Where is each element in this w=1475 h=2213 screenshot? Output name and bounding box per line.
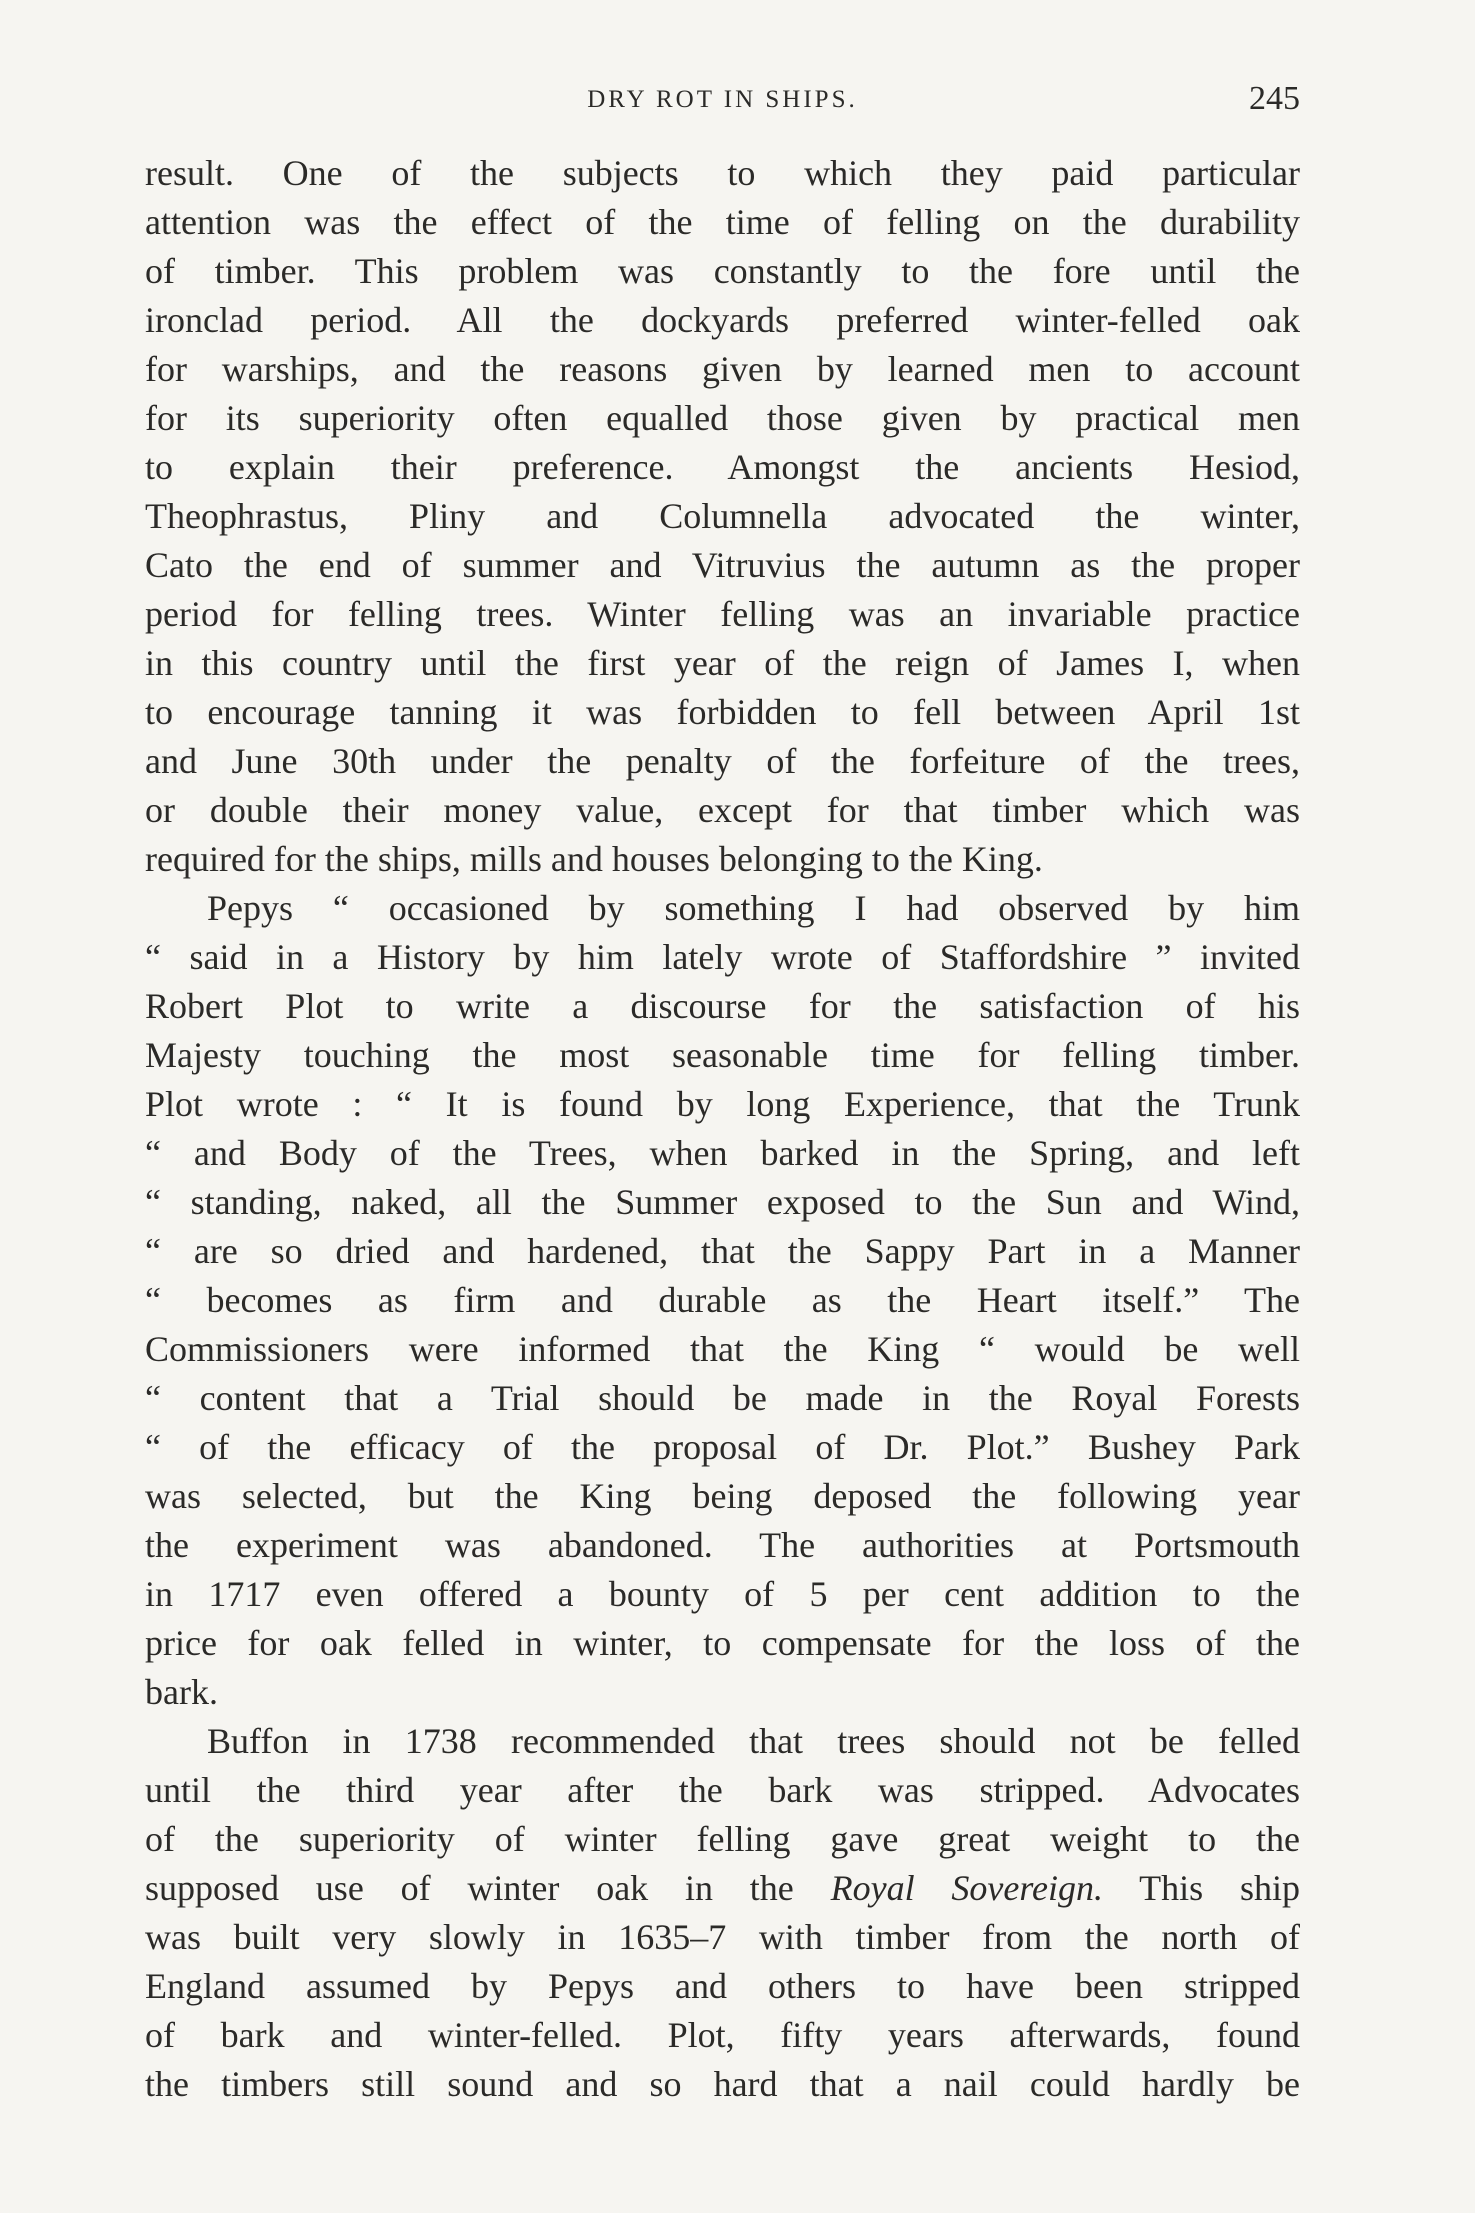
- text-line: [145, 786, 1300, 835]
- text-segment: Cato the end of summer and Vitruvius the autumn as the proper: [145, 545, 1300, 585]
- text-segment: This ship: [1103, 1868, 1300, 1908]
- text-line: [145, 1325, 1300, 1374]
- text-segment: Robert Plot to write a discourse for the satisfaction of his: [145, 986, 1300, 1026]
- text-line: [145, 1227, 1300, 1276]
- text-segment: “ and Body of the Trees, when barked in the Spring, and left: [145, 1133, 1300, 1173]
- text-segment: “ content that a Trial should be made in the Royal Forests: [145, 1378, 1300, 1418]
- text-segment: “ are so dried and hardened, that the Sappy Part in a Manner: [145, 1231, 1300, 1271]
- text-segment: period for felling trees. Winter felling was an invariable practice: [145, 594, 1300, 634]
- text-segment: attention was the effect of the time of felling on the durability: [145, 202, 1300, 242]
- text-line: [145, 2060, 1300, 2109]
- text-segment: for its superiority often equalled those given by practical men: [145, 398, 1300, 438]
- text-line: [145, 1717, 1300, 1766]
- text-line: [145, 737, 1300, 786]
- text-line: [145, 1472, 1300, 1521]
- text-segment: England assumed by Pepys and others to have been stripped: [145, 1966, 1300, 2006]
- text-line: [145, 296, 1300, 345]
- text-segment: required for the ships, mills and houses belonging to the King.: [145, 839, 1043, 879]
- text-line: [145, 2011, 1300, 2060]
- text-segment: and June 30th under the penalty of the forfeiture of the trees,: [145, 741, 1300, 781]
- text-segment: supposed use of winter oak in the: [145, 1868, 831, 1908]
- text-segment: or double their money value, except for that timber which was: [145, 790, 1300, 830]
- text-segment: “ becomes as firm and durable as the Heart itself.” The: [145, 1280, 1300, 1320]
- text-segment: Plot wrote : “ It is found by long Experience, that the Trunk: [145, 1084, 1300, 1124]
- text-line: [145, 1129, 1300, 1178]
- text-segment: was selected, but the King being deposed the following year: [145, 1476, 1300, 1516]
- text-segment: “ said in a History by him lately wrote of Staffordshire ” invited: [145, 937, 1300, 977]
- text-segment: to explain their preference. Amongst the ancients Hesiod,: [145, 447, 1300, 487]
- text-line: [145, 982, 1300, 1031]
- text-line: [145, 1080, 1300, 1129]
- running-title: DRY ROT IN SHIPS.: [587, 86, 858, 113]
- text-line: [145, 884, 1300, 933]
- text-segment: the experiment was abandoned. The authorities at Portsmouth: [145, 1525, 1300, 1565]
- text-line: [145, 835, 1300, 884]
- text-line: [145, 541, 1300, 590]
- text-line: [145, 1521, 1300, 1570]
- text-segment: in this country until the first year of the reign of James I, when: [145, 643, 1300, 683]
- text-line: [145, 1423, 1300, 1472]
- text-line: [145, 1766, 1300, 1815]
- text-segment: for warships, and the reasons given by learned men to account: [145, 349, 1300, 389]
- text-segment: of timber. This problem was constantly to the fore until the: [145, 251, 1300, 291]
- text-segment: bark.: [145, 1672, 218, 1712]
- text-line: [145, 247, 1300, 296]
- italic-ship-name: Royal Sovereign.: [830, 1868, 1103, 1908]
- text-line: [145, 1031, 1300, 1080]
- text-line: [145, 149, 1300, 198]
- text-line: [145, 345, 1300, 394]
- text-segment: “ standing, naked, all the Summer exposed to the Sun and Wind,: [145, 1182, 1300, 1222]
- text-line: [145, 1178, 1300, 1227]
- text-segment: ironclad period. All the dockyards preferred winter-felled oak: [145, 300, 1300, 340]
- text-line: [145, 590, 1300, 639]
- text-segment: price for oak felled in winter, to compensate for the loss of the: [145, 1623, 1300, 1663]
- text-segment: of bark and winter-felled. Plot, fifty years afterwards, found: [145, 2015, 1300, 2055]
- text-line: [145, 492, 1300, 541]
- text-line: [145, 1374, 1300, 1423]
- text-segment: of the superiority of winter felling gave great weight to the: [145, 1819, 1300, 1859]
- text-segment: until the third year after the bark was stripped. Advocates: [145, 1770, 1300, 1810]
- text-line: [145, 933, 1300, 982]
- text-line: [145, 1668, 1300, 1717]
- text-line: [145, 1962, 1300, 2011]
- text-line: [145, 1815, 1300, 1864]
- text-segment: Theophrastus, Pliny and Columnella advocated the winter,: [145, 496, 1300, 536]
- text-line: [145, 639, 1300, 688]
- text-segment: in 1717 even offered a bounty of 5 per cent addition to the: [145, 1574, 1300, 1614]
- running-head: [145, 78, 1300, 122]
- text-line: [145, 1619, 1300, 1668]
- text-segment: to encourage tanning it was forbidden to fell between April 1st: [145, 692, 1300, 732]
- text-line: [145, 394, 1300, 443]
- text-line: [145, 198, 1300, 247]
- text-segment: Majesty touching the most seasonable time for felling timber.: [145, 1035, 1300, 1075]
- text-line: [145, 1276, 1300, 1325]
- text-segment: “ of the efficacy of the proposal of Dr. Plot.” Bushey Park: [145, 1427, 1300, 1467]
- text-line: [145, 1864, 1300, 1913]
- page-number: 245: [1249, 80, 1300, 117]
- text-segment: result. One of the subjects to which they paid particular: [145, 153, 1300, 193]
- text-segment: the timbers still sound and so hard that a nail could hardly be: [145, 2064, 1300, 2104]
- text-segment: was built very slowly in 1635–7 with timber from the north of: [145, 1917, 1300, 1957]
- text-line: [145, 443, 1300, 492]
- body-text: [145, 149, 1300, 2109]
- text-segment: Buffon in 1738 recommended that trees should not be felled: [207, 1721, 1300, 1761]
- text-line: [145, 688, 1300, 737]
- text-line: [145, 1913, 1300, 1962]
- text-segment: Pepys “ occasioned by something I had observed by him: [207, 888, 1300, 928]
- text-segment: Commissioners were informed that the King “ would be well: [145, 1329, 1300, 1369]
- text-line: [145, 1570, 1300, 1619]
